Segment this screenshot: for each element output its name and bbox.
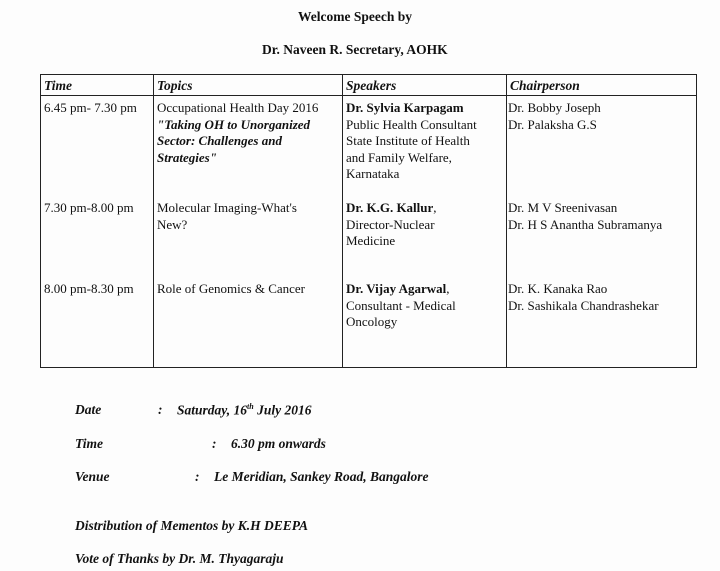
row3-topic	[157, 281, 305, 298]
row3-speaker-detail: Consultant - Medical	[346, 297, 456, 313]
date-value: Saturday, 16th July 2016	[177, 402, 312, 418]
row2-chairpersons	[508, 200, 662, 233]
row1-chairpersons	[508, 100, 601, 133]
row1-speaker-detail: State Institute of Health	[346, 133, 470, 148]
row1-topic	[157, 100, 318, 166]
row1-time: 6.45 pm- 7.30 pm	[44, 100, 137, 115]
column-header-time: Time	[44, 78, 72, 93]
header-divider	[41, 95, 696, 96]
row1-topic-subtitle-line: Sector: Challenges and	[157, 133, 282, 148]
row1-topic-subtitle-line: "Taking OH to Unorganized	[157, 116, 311, 132]
column-divider	[506, 75, 507, 367]
row1-speaker-detail: Karnataka	[346, 166, 400, 181]
row3-speaker-name: Dr. Vijay Agarwal	[346, 281, 447, 296]
secretary-heading: Dr. Naveen R. Secretary, AOHK	[262, 42, 448, 57]
column-header-speakers: Speakers	[346, 78, 397, 93]
row1-chairperson: Dr. Bobby Joseph	[508, 100, 601, 115]
row2-speaker	[346, 200, 437, 250]
row3-chairperson: Dr. K. Kanaka Rao	[508, 281, 608, 296]
date-separator: :	[158, 402, 163, 417]
row3-chairpersons	[508, 281, 659, 314]
row1-speaker-detail: Public Health Consultant	[346, 116, 477, 132]
row1-chairperson: Dr. Palaksha G.S	[508, 116, 597, 132]
vote-of-thanks-line: Vote of Thanks by Dr. M. Thyagaraju	[75, 551, 284, 566]
venue-label: Venue	[75, 469, 110, 484]
row2-topic-line: New?	[157, 216, 188, 232]
row3-topic-line: Role of Genomics & Cancer	[157, 281, 306, 296]
column-header-topics: Topics	[157, 78, 193, 93]
time-value: 6.30 pm onwards	[231, 436, 326, 451]
column-divider	[153, 75, 154, 367]
column-header-chairperson: Chairperson	[510, 78, 580, 93]
row2-speaker-detail: Director-Nuclear	[346, 216, 435, 232]
mementos-line: Distribution of Mementos by K.H DEEPA	[75, 518, 309, 533]
welcome-speech-heading: Welcome Speech by	[298, 9, 412, 24]
row3-speaker-comma: ,	[446, 281, 450, 296]
row2-chairperson: Dr. M V Sreenivasan	[508, 200, 618, 215]
row1-topic-title: Occupational Health Day 2016	[157, 100, 319, 115]
date-label: Date	[75, 402, 102, 417]
row2-topic	[157, 200, 297, 233]
row2-speaker-detail: Medicine	[346, 233, 396, 248]
row3-speaker	[346, 281, 456, 331]
row2-time: 7.30 pm-8.00 pm	[44, 200, 134, 215]
row1-speaker-detail: and Family Welfare,	[346, 149, 452, 165]
row3-time: 8.00 pm-8.30 pm	[44, 281, 134, 296]
row3-speaker-detail: Oncology	[346, 314, 398, 329]
row1-speaker	[346, 100, 477, 183]
column-divider	[342, 75, 343, 367]
row2-topic-line: Molecular Imaging-What's	[157, 200, 297, 215]
venue-value: Le Meridian, Sankey Road, Bangalore	[214, 469, 429, 484]
row1-topic-subtitle-line: Strategies"	[157, 149, 217, 165]
row2-speaker-comma: ,	[433, 200, 437, 215]
venue-separator: :	[195, 469, 200, 484]
row2-chairperson: Dr. H S Anantha Subramanya	[508, 216, 663, 232]
time-separator: :	[212, 436, 217, 451]
program-table	[40, 74, 697, 368]
row1-speaker-name: Dr. Sylvia Karpagam	[346, 100, 464, 115]
row3-chairperson: Dr. Sashikala Chandrashekar	[508, 297, 659, 313]
time-label: Time	[75, 436, 103, 451]
row2-speaker-name: Dr. K.G. Kallur	[346, 200, 434, 215]
